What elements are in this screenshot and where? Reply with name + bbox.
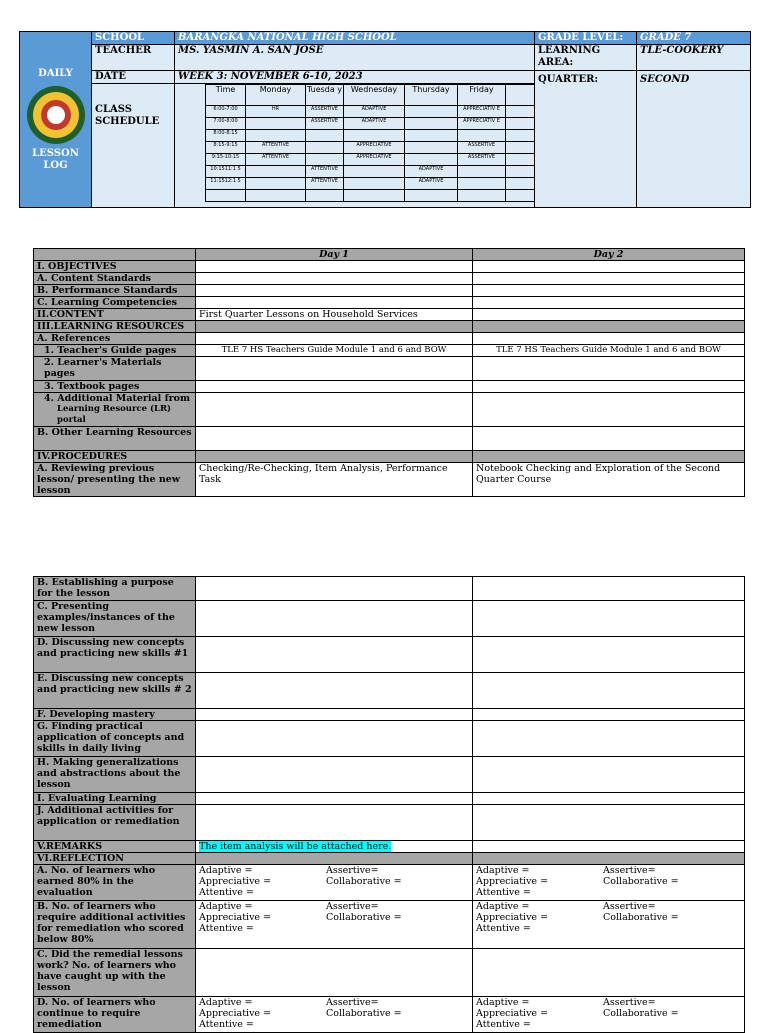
schedule-cell: APPRECIATIV E — [458, 106, 506, 118]
schedule-row — [206, 154, 535, 166]
reflection-b-day2 — [473, 901, 745, 949]
schedule-cell: ASSERTIVE — [458, 154, 506, 166]
schedule-cell — [344, 166, 405, 178]
collaborative-label: Collaborative = — [326, 1008, 402, 1019]
reflection-d-label: D. No. of learners who continue to require remediation — [34, 997, 196, 1033]
additional-label: J. Additional activities for application or remediation — [34, 805, 196, 841]
learners-materials-label: 2. Learner's Materials pages — [34, 357, 196, 381]
attentive-label: Attentive = — [476, 887, 531, 898]
adaptive-label: Adaptive = — [476, 901, 530, 912]
reflection-b-label: B. No. of learners who require additional activities for remediation who scored below 80% — [34, 901, 196, 949]
class-schedule-cell — [175, 84, 535, 208]
procedures-label: IV.PROCEDURES — [34, 451, 196, 463]
schedule-header-row — [206, 85, 535, 106]
school-seal-logo — [27, 86, 85, 144]
reflection-a-day2 — [473, 865, 745, 901]
quarter-value: SECOND — [637, 71, 751, 208]
schedule-cell: 10:1511:1 5 — [206, 166, 246, 178]
teacher-label: TEACHER — [92, 45, 175, 71]
assertive-label: Assertive= — [326, 901, 379, 912]
reflection-c-label: C. Did the remedial lessons work? No. of learners who have caught up with the lesson — [34, 949, 196, 997]
appreciative-label: Appreciative = — [476, 876, 549, 887]
teachers-guide-day1: TLE 7 HS Teachers Guide Module 1 and 6 and BOW — [196, 345, 473, 357]
schedule-cell: ASSERTIVE — [458, 142, 506, 154]
reviewing-day2: Notebook Checking and Exploration of the Second Quarter Course — [473, 463, 745, 497]
appreciative-label: Appreciative = — [476, 912, 549, 923]
schedule-cell: HR — [246, 106, 306, 118]
schedule-cell: ADAPTIVE — [344, 118, 405, 130]
evaluating-label: I. Evaluating Learning — [34, 793, 196, 805]
practical-label: G. Finding practical application of concepts and skills in daily living — [34, 721, 196, 757]
schedule-cell — [458, 178, 506, 190]
corner-cell — [34, 249, 196, 261]
discussing1-label: D. Discussing new concepts and practicing new skills #1 — [34, 637, 196, 673]
adaptive-label: Adaptive = — [476, 997, 530, 1008]
schedule-cell — [458, 166, 506, 178]
schedule-cell: ADAPTIVE — [405, 166, 458, 178]
schedule-cell: 8:15-9:15 — [206, 142, 246, 154]
collaborative-label: Collaborative = — [326, 876, 402, 887]
reflection-label: VI.REFLECTION — [34, 853, 196, 865]
day1-header: Day 1 — [196, 249, 473, 261]
schedule-cell: APPRECIATIVE — [344, 142, 405, 154]
reflection-d-day2 — [473, 997, 745, 1033]
lesson-log-table-2 — [33, 576, 745, 1033]
lesson-label: LESSON — [32, 147, 79, 159]
class-schedule-table — [205, 84, 535, 202]
schedule-cell: ATTENTIVE — [246, 142, 306, 154]
schedule-cell — [405, 118, 458, 130]
attentive-label: Attentive = — [199, 923, 254, 934]
attentive-label: Attentive = — [476, 1019, 531, 1030]
date-label: DATE — [92, 71, 175, 84]
learning-resources-label: III.LEARNING RESOURCES — [34, 321, 196, 333]
collaborative-label: Collaborative = — [603, 912, 679, 923]
generalizations-label: H. Making generalizations and abstractions about the lesson — [34, 757, 196, 793]
schedule-cell: ADAPTIVE — [405, 178, 458, 190]
schedule-cell — [306, 190, 344, 202]
discussing2-label: E. Discussing new concepts and practicing new skills # 2 — [34, 673, 196, 709]
schedule-cell — [246, 130, 306, 142]
schedule-cell: ASSERTIVE — [306, 118, 344, 130]
schedule-cell — [246, 190, 306, 202]
schedule-cell — [458, 130, 506, 142]
schedule-row — [206, 166, 535, 178]
learning-competencies-label: C. Learning Competencies — [34, 297, 196, 309]
reflection-a-label: A. No. of learners who earned 80% in the evaluation — [34, 865, 196, 901]
grade-level-value: GRADE 7 — [637, 32, 751, 45]
schedule-row — [206, 106, 535, 118]
adaptive-label: Adaptive = — [476, 865, 530, 876]
grade-level-label: GRADE LEVEL: — [535, 32, 637, 45]
assertive-label: Assertive= — [603, 865, 656, 876]
teachers-guide-label: 1. Teacher's Guide pages — [34, 345, 196, 357]
schedule-row — [206, 178, 535, 190]
schedule-cell — [506, 142, 535, 154]
schedule-row — [206, 142, 535, 154]
schedule-cell: ATTENTIVE — [246, 154, 306, 166]
date-value: WEEK 3: NOVEMBER 6-10, 2023 — [175, 71, 535, 84]
collaborative-label: Collaborative = — [603, 876, 679, 887]
textbook-label: 3. Textbook pages — [34, 381, 196, 393]
class-schedule-label: CLASS SCHEDULE — [92, 84, 175, 208]
attentive-label: Attentive = — [476, 923, 531, 934]
schedule-cell: APPRECIATIVE — [344, 154, 405, 166]
appreciative-label: Appreciative = — [476, 1008, 549, 1019]
schedule-cell: 6:00-7:00 — [206, 106, 246, 118]
content-label: II.CONTENT — [34, 309, 196, 321]
schedule-col-header: Wednesday — [344, 85, 405, 106]
schedule-cell — [246, 178, 306, 190]
schedule-col-header: Monday — [246, 85, 306, 106]
school-label: SCHOOL — [92, 32, 175, 45]
performance-standards-label: B. Performance Standards — [34, 285, 196, 297]
log-label: LOG — [43, 159, 68, 171]
reflection-b-day1 — [196, 901, 473, 949]
content-day1: First Quarter Lessons on Household Services — [196, 309, 473, 321]
schedule-cell: 8:00-8:15 — [206, 130, 246, 142]
assertive-label: Assertive= — [603, 997, 656, 1008]
learning-area-value: TLE-COOKERY — [637, 45, 751, 71]
remarks-day1: The item analysis will be attached here. — [196, 841, 473, 853]
lesson-log-table-1 — [33, 248, 745, 497]
schedule-cell — [458, 190, 506, 202]
remarks-label: V.REMARKS — [34, 841, 196, 853]
schedule-cell: ASSERTIVE — [306, 106, 344, 118]
adaptive-label: Adaptive = — [199, 997, 253, 1008]
daily-label: DAILY — [38, 67, 73, 79]
dll-title-cell — [20, 32, 92, 208]
mastery-label: F. Developing mastery — [34, 709, 196, 721]
schedule-cell — [506, 154, 535, 166]
content-standards-label: A. Content Standards — [34, 273, 196, 285]
schedule-cell — [405, 106, 458, 118]
schedule-cell — [405, 190, 458, 202]
schedule-cell — [246, 166, 306, 178]
schedule-col-header: Thursday — [405, 85, 458, 106]
schedule-cell: ATTENTIVE — [306, 178, 344, 190]
schedule-cell — [506, 178, 535, 190]
dll-header — [19, 31, 751, 208]
appreciative-label: Appreciative = — [199, 912, 272, 923]
schedule-row — [206, 118, 535, 130]
attentive-label: Attentive = — [199, 887, 254, 898]
schedule-cell — [306, 142, 344, 154]
schedule-cell — [506, 166, 535, 178]
presenting-label: C. Presenting examples/instances of the new lesson — [34, 601, 196, 637]
schedule-cell — [506, 130, 535, 142]
schedule-cell: 7:00-8:00 — [206, 118, 246, 130]
reflection-d-day1 — [196, 997, 473, 1033]
additional-material-label: 4. Additional Material from Learning Resource (LR) portal — [34, 393, 196, 427]
assertive-label: Assertive= — [326, 865, 379, 876]
day2-header: Day 2 — [473, 249, 745, 261]
attentive-label: Attentive = — [199, 1019, 254, 1030]
schedule-cell — [344, 190, 405, 202]
schedule-row — [206, 190, 535, 202]
quarter-label: QUARTER: — [535, 71, 637, 208]
schedule-col-header: Tuesda y — [306, 85, 344, 106]
schedule-cell — [506, 190, 535, 202]
schedule-cell — [506, 118, 535, 130]
schedule-cell: 11:1512:1 5 — [206, 178, 246, 190]
adaptive-label: Adaptive = — [199, 901, 253, 912]
schedule-cell — [506, 106, 535, 118]
schedule-col-header: Time — [206, 85, 246, 106]
teachers-guide-day2: TLE 7 HS Teachers Guide Module 1 and 6 and BOW — [473, 345, 745, 357]
other-resources-label: B. Other Learning Resources — [34, 427, 196, 451]
schedule-cell — [246, 118, 306, 130]
schedule-col-header: Friday — [458, 85, 506, 106]
schedule-cell — [306, 154, 344, 166]
appreciative-label: Appreciative = — [199, 876, 272, 887]
teacher-value: MS. YASMIN A. SAN JOSE — [175, 45, 535, 71]
schedule-cell — [344, 178, 405, 190]
appreciative-label: Appreciative = — [199, 1008, 272, 1019]
objectives-label: I. OBJECTIVES — [34, 261, 196, 273]
schedule-cell — [405, 142, 458, 154]
references-label: A. References — [34, 333, 196, 345]
school-value: BARANGKA NATIONAL HIGH SCHOOL — [175, 32, 535, 45]
schedule-cell: 9:15-10:15 — [206, 154, 246, 166]
schedule-cell — [206, 190, 246, 202]
schedule-cell — [344, 130, 405, 142]
schedule-cell — [306, 130, 344, 142]
schedule-cell: ADAPTIVE — [344, 106, 405, 118]
assertive-label: Assertive= — [326, 997, 379, 1008]
schedule-col-header — [506, 85, 535, 106]
adaptive-label: Adaptive = — [199, 865, 253, 876]
reviewing-label: A. Reviewing previous lesson/ presenting the new lesson — [34, 463, 196, 497]
reviewing-day1: Checking/Re-Checking, Item Analysis, Performance Task — [196, 463, 473, 497]
schedule-cell — [405, 130, 458, 142]
collaborative-label: Collaborative = — [326, 912, 402, 923]
learning-area-label: LEARNING AREA: — [535, 45, 637, 71]
schedule-row — [206, 130, 535, 142]
assertive-label: Assertive= — [603, 901, 656, 912]
establishing-label: B. Establishing a purpose for the lesson — [34, 577, 196, 601]
schedule-cell: APPRECIATIV E — [458, 118, 506, 130]
collaborative-label: Collaborative = — [603, 1008, 679, 1019]
schedule-cell — [405, 154, 458, 166]
reflection-a-day1 — [196, 865, 473, 901]
schedule-cell: ATTENTIVE — [306, 166, 344, 178]
